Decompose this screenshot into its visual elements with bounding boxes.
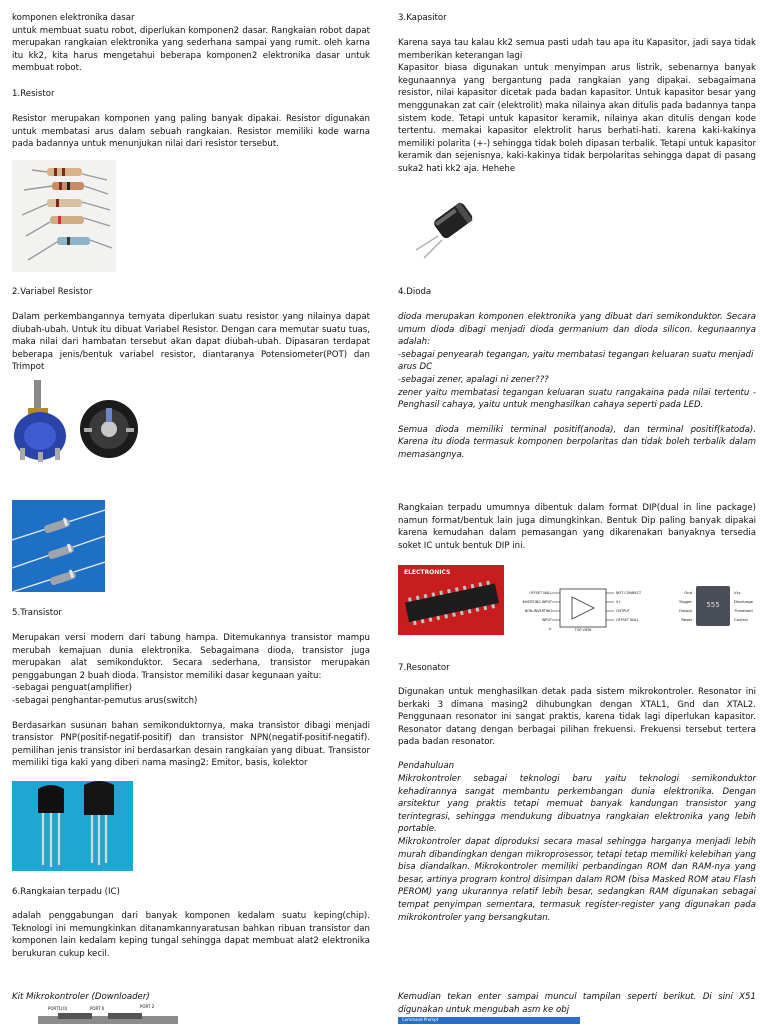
transistor-text-2: Berdasarkan susunan bahan semikonduktornya, maka transistor dibagi menjadi transistor PNP(positif-negatif-positif) dan transistor NPN(negatif-positif-negatif). pemilihan jenis transistor ini berdasarkan desain rangkaian yang dibuat. Transistor memiliki tiga kaki yang diberi nama masing2: Emitor, basis, kolektor bbox=[12, 720, 370, 769]
transistor-photo bbox=[12, 781, 133, 871]
kit-label-port2: PORT 2 bbox=[140, 1004, 155, 1009]
transistor-section bbox=[12, 632, 370, 770]
ic555-pin-label: Discharge bbox=[734, 599, 754, 604]
pendahuluan-heading: Pendahuluan bbox=[398, 761, 455, 771]
ic-heading: 6.Rangkaian terpadu (IC) bbox=[12, 887, 120, 897]
transistor-heading: 5.Transistor bbox=[12, 608, 62, 618]
kit-label-port0: PORT 0 bbox=[90, 1006, 105, 1011]
intro-title: komponen elektronika dasar bbox=[12, 13, 135, 23]
next-step-text: Kemudian tekan enter sampai muncul tampilan seperti berikut. Di sini X51 digunakan untuk mengubah asm ke obj bbox=[398, 992, 756, 1015]
variable-resistor-text: Dalam perkembangannya ternyata diperlukan suatu resistor yang nilainya dapat diubah-ubah. Untuk itu dibuat Variabel Resistor. Dengan cara memutar suatu tuas, maka nilai dari hambatan tersebut akan dapat diubah-ubah. Dipasaran terdapat beberapa jenis/bentuk variabel resistor, diantaranya Potensiometer(POT) dan Trimpot bbox=[12, 312, 370, 373]
ic555-pin-label: Trigger bbox=[678, 599, 692, 604]
opamp-pin-label: INVERTING INPUT bbox=[522, 600, 552, 604]
resistor-photo bbox=[12, 160, 116, 272]
kit-heading: Kit Mikrokontroler (Downloader) bbox=[12, 992, 150, 1002]
dip-photo-label: ELECTRONICS bbox=[404, 569, 451, 576]
ic555-pin-label: Vcc bbox=[734, 590, 741, 595]
capacitor-photo bbox=[398, 192, 478, 264]
transistor-use-1: -sebagai penguat(amplifier) bbox=[12, 683, 132, 694]
variable-resistor-heading: 2.Variabel Resistor bbox=[12, 287, 93, 297]
opamp-pin-label: OFFSET NULL bbox=[529, 591, 552, 595]
resistor-heading: 1.Resistor bbox=[12, 89, 55, 99]
opamp-pin-label: NOT CONNECT bbox=[616, 591, 642, 595]
transistor-use-2: -sebagai penghantar-pemutus arus(switch) bbox=[12, 695, 198, 706]
opamp-caption: TOP VIEW bbox=[574, 628, 592, 632]
dip-chip-photo bbox=[398, 565, 504, 635]
diode-text-2: zener yaitu membatasi tegangan keluaran suatu rangakaina pada nilai tertentu -Penghasil cahaya, yaitu untuk menghasilkan cahaya seperti pada LED. bbox=[398, 387, 756, 411]
opamp-pinout-diagram bbox=[514, 585, 656, 635]
opamp-pin-label: V- bbox=[548, 627, 552, 631]
pendahuluan-text-1: Mikrokontroler sebagai teknologi baru yaitu teknologi semikonduktor kehadirannya sangat membantu perkembangan dunia elektronika. Dengan arsitektur yang praktis tetapi memuat banyak kandungan transistor yang terintegrasi, sehingga mendukung dibuatnya rangkaian elektronika yang lebih portable. bbox=[398, 774, 756, 835]
capacitor-heading: 3.Kapasitor bbox=[398, 13, 447, 23]
ic555-pin-label: Control bbox=[734, 617, 748, 622]
pendahuluan-text-2: Mikrokontroler dapat diproduksi secara masal sehingga harganya menjadi lebih murah dibandingkan dengan mikroprosessor, tetapi tetap memiliki kelebihan yang bisa diandalkan. Mikrokontroler memiliki perbandingan ROM dan RAM-nya yang besar, artinya program kontrol disimpan dalam ROM (bisa Masked ROM atau Flash PEROM) yang ukurannya relatif lebih besar, sedangkan RAM digunakan sebagai tempat penyimpan sementara, termasuk register-register yang digunakan pada mikrokontroler yang bersangkutan. bbox=[398, 836, 756, 923]
resistor-text: Resistor merupakan komponen yang paling banyak dipakai. Resistor digunakan untuk membatasi arus dalam sebuah rangkaian. Resistor memiliki kode warna pada badannya untuk menunjukan nilai dari resistor tersebut. bbox=[12, 114, 370, 150]
diode-item-1: -sebagai penyearah tegangan, yaitu membatasi tegangan keluaran suatu menjadi arus DC bbox=[398, 349, 754, 373]
capacitor-text-2: Kapasitor biasa digunakan untuk menyimpan arus listrik, sebenarnya banyak kegunaannya yang bergantung pada rangkaian yang dipakai. sebagaimana resistor, nilai kapasitor dicetak pada badan kapasitor. Untuk kapasitor besar yang menggunakan zat cair (elektrolit) maka nilainya akan ditulis pada badannya tanpa sistem kode. Tetapi untuk kapasitor keramik, nilainya akan ditulis dengan kode tertentu. memakai kapasitor elektrolit harus berhati-hati. karena kaki-kakinya memiliki polarita (+-) sehingga tidak boleh dipasan terbalik. Tetapi untuk kapasitor keramik dan sejenisnya, kaki-kakinya tidak berpolaritas sehingga dapat di pasang suka2 hati kk2 aja. Hehehe bbox=[398, 63, 756, 174]
transistor-text-1: Merupakan versi modern dari tabung hampa. Ditemukannya transistor mampu merubah kemajuan dunia elektronika. Sebagaimana dioda, transistor juga merupakan alat semikonduktor. Secara sederhana, transistor merupakan penggabungan 2 buah dioda. Transistor memiliki dasar kegunaan yaitu: bbox=[12, 633, 370, 681]
ic555-pins-right bbox=[734, 588, 762, 624]
potentiometer-photo bbox=[12, 380, 70, 462]
ic555-pins-left bbox=[662, 588, 692, 624]
capacitor-section bbox=[398, 37, 756, 176]
ic555-pin-label: Output bbox=[678, 608, 692, 613]
opamp-pin-label: OFFSET NULL bbox=[616, 618, 639, 622]
opamp-pins-right bbox=[616, 589, 656, 625]
command-prompt-window bbox=[398, 1017, 580, 1024]
intro-text: untuk membuat suatu robot, diperlukan komponen2 dasar. Rangkaian robot dapat merupakan rangkaian elektronika yang sederhana sampai yang rumit. oleh karna itu kk2, kita harus mengetahui beberapa komponen2 elektronika dasar untuk membuat robot. bbox=[12, 25, 370, 74]
opamp-pins-left bbox=[514, 589, 552, 634]
ic555-pin-label: Reset bbox=[681, 617, 692, 622]
ic555-diagram bbox=[662, 584, 762, 634]
diode-item-2: -sebagai zener, apalagi ni zener??? bbox=[398, 374, 549, 385]
diode-photo bbox=[12, 500, 105, 592]
trimpot-photo bbox=[78, 398, 140, 460]
command-prompt-title: Command Prompt bbox=[402, 1017, 439, 1022]
diode-text-3: Semua dioda memiliki terminal positif(anoda), dan terminal positif(katoda). Karena itu dioda termasuk komponen berpolaritas dan tidak boleh terbalik dalam memasangnya. bbox=[398, 424, 756, 460]
ic555-label: 555 bbox=[706, 601, 720, 609]
dip-text: Rangkaian terpadu umumnya dibentuk dalam format DIP(dual in line package) namun format/bentuk lain juga dimungkinkan. Bentuk Dip paling banyak dipakai karena kemudahan dalam pemasangan yang dikarenakan banyaknya tersedia soket IC untuk bentuk DIP ini. bbox=[398, 503, 756, 551]
diode-text-1: dioda merupakan komponen elektronika yang dibuat dari semikonduktor. Secara umum dioda dibagi menjadi dioda germanium dan dioda silicon. kegunaannya adalah: bbox=[398, 312, 756, 348]
opamp-pin-label: V+ bbox=[616, 600, 622, 604]
ic555-pin-label: Threshold bbox=[734, 608, 753, 613]
kit-diagram bbox=[38, 1004, 178, 1024]
kit-label-port1: PORT1(O) bbox=[48, 1006, 68, 1011]
resonator-heading: 7.Resonator bbox=[398, 663, 450, 673]
intro-section bbox=[12, 12, 370, 75]
capacitor-text-1: Karena saya tau kalau kk2 semua pasti udah tau apa itu Kapasitor, jadi saya tidak memberikan keterangan lagi bbox=[398, 38, 756, 61]
pendahuluan-section bbox=[398, 773, 756, 924]
opamp-pin-label: NON-INVERTING INPUT bbox=[524, 609, 552, 622]
ic-text: adalah penggabungan dari banyak komponen kedalam suatu keping(chip). Teknologi ini memungkinkan ditanamkannyaratusan bahkan ribuan transistor dan komponen lain kedalam keping tungal sehingga dapat membuat alat2 elektronika berukuran cukup kecil. bbox=[12, 911, 370, 959]
ic555-pin-label: Gnd bbox=[684, 590, 692, 595]
opamp-pin-label: OUTPUT bbox=[616, 609, 630, 613]
diode-heading: 4.Dioda bbox=[398, 287, 432, 297]
diode-section bbox=[398, 311, 756, 462]
resonator-text: Digunakan untuk menghasilkan detak pada sistem mikrokontroler. Resonator ini berkaki 3 dimana masing2 dihubungkan dengan XTAL1, Gnd dan XTAL2. Penggunaan resonator ini sangat praktis, karena tidak lagi diperlukan kapasitor. Resonator datang dengan berbagai pilihan frekuensi. Frekuensi tersebut tertera pada badan resonator. bbox=[398, 687, 756, 748]
